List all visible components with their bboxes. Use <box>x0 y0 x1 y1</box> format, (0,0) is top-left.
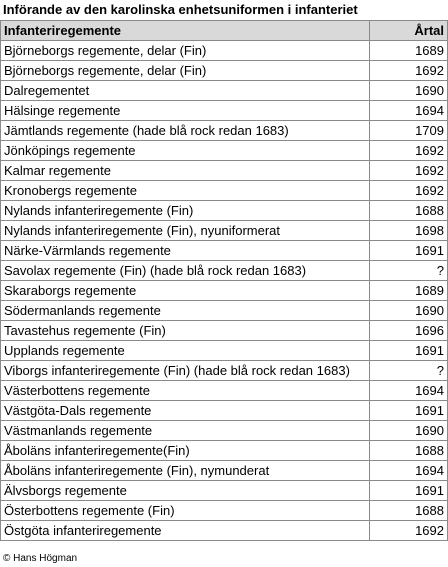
table-row <box>1 421 448 441</box>
cell-unit: Dalregementet <box>1 81 370 101</box>
cell-unit: Kalmar regemente <box>1 161 370 181</box>
table-row <box>1 461 448 481</box>
cell-year: ? <box>370 361 448 381</box>
cell-year: 1692 <box>370 521 448 541</box>
cell-year: 1688 <box>370 501 448 521</box>
cell-year: 1689 <box>370 41 448 61</box>
table-row <box>1 101 448 121</box>
cell-year: 1691 <box>370 341 448 361</box>
table-row <box>1 261 448 281</box>
cell-unit: Skaraborgs regemente <box>1 281 370 301</box>
cell-unit: Savolax regemente (Fin) (hade blå rock redan 1683) <box>1 261 370 281</box>
cell-unit: Kronobergs regemente <box>1 181 370 201</box>
cell-unit: Åboläns infanteriregemente (Fin), nymunderat <box>1 461 370 481</box>
header-row <box>1 21 448 41</box>
cell-year: ? <box>370 261 448 281</box>
table-row <box>1 161 448 181</box>
cell-unit: Österbottens regemente (Fin) <box>1 501 370 521</box>
header-unit: Infanteriregemente <box>1 21 370 41</box>
table-row <box>1 221 448 241</box>
regiment-table <box>0 20 448 541</box>
cell-year: 1694 <box>370 381 448 401</box>
sheet-title: Införande av den karolinska enhetsuniformen i infanteriet <box>3 2 358 17</box>
cell-unit: Västgöta-Dals regemente <box>1 401 370 421</box>
cell-unit: Jämtlands regemente (hade blå rock redan 1683) <box>1 121 370 141</box>
cell-unit: Tavastehus regemente (Fin) <box>1 321 370 341</box>
table-row <box>1 81 448 101</box>
cell-year: 1709 <box>370 121 448 141</box>
cell-year: 1691 <box>370 241 448 261</box>
cell-unit: Hälsinge regemente <box>1 101 370 121</box>
cell-year: 1696 <box>370 321 448 341</box>
header-year: Årtal <box>370 21 448 41</box>
cell-unit: Upplands regemente <box>1 341 370 361</box>
cell-year: 1690 <box>370 421 448 441</box>
cell-year: 1690 <box>370 301 448 321</box>
cell-year: 1689 <box>370 281 448 301</box>
table-row <box>1 341 448 361</box>
table-row <box>1 181 448 201</box>
cell-year: 1694 <box>370 461 448 481</box>
table-row <box>1 201 448 221</box>
cell-year: 1698 <box>370 221 448 241</box>
cell-unit: Björneborgs regemente, delar (Fin) <box>1 41 370 61</box>
table-row <box>1 241 448 261</box>
cell-unit: Nylands infanteriregemente (Fin) <box>1 201 370 221</box>
table-row <box>1 521 448 541</box>
cell-unit: Björneborgs regemente, delar (Fin) <box>1 61 370 81</box>
cell-year: 1694 <box>370 101 448 121</box>
table-row <box>1 481 448 501</box>
cell-unit: Älvsborgs regemente <box>1 481 370 501</box>
cell-unit: Östgöta infanteriregemente <box>1 521 370 541</box>
cell-unit: Västmanlands regemente <box>1 421 370 441</box>
cell-year: 1692 <box>370 61 448 81</box>
table-row <box>1 321 448 341</box>
table-row <box>1 61 448 81</box>
cell-year: 1691 <box>370 401 448 421</box>
copyright-footer: © Hans Högman <box>3 553 78 564</box>
cell-year: 1692 <box>370 181 448 201</box>
cell-year: 1692 <box>370 141 448 161</box>
cell-unit: Västerbottens regemente <box>1 381 370 401</box>
cell-year: 1688 <box>370 201 448 221</box>
table-row <box>1 41 448 61</box>
cell-unit: Nylands infanteriregemente (Fin), nyuniformerat <box>1 221 370 241</box>
table-row <box>1 141 448 161</box>
table-row <box>1 361 448 381</box>
cell-year: 1691 <box>370 481 448 501</box>
cell-unit: Närke-Värmlands regemente <box>1 241 370 261</box>
cell-year: 1688 <box>370 441 448 461</box>
table-row <box>1 121 448 141</box>
table-row <box>1 401 448 421</box>
cell-unit: Södermanlands regemente <box>1 301 370 321</box>
table-row <box>1 301 448 321</box>
cell-unit: Åboläns infanteriregemente(Fin) <box>1 441 370 461</box>
table-row <box>1 501 448 521</box>
cell-unit: Viborgs infanteriregemente (Fin) (hade blå rock redan 1683) <box>1 361 370 381</box>
table-row <box>1 281 448 301</box>
table-row <box>1 441 448 461</box>
cell-unit: Jönköpings regemente <box>1 141 370 161</box>
cell-year: 1692 <box>370 161 448 181</box>
table-row <box>1 381 448 401</box>
cell-year: 1690 <box>370 81 448 101</box>
